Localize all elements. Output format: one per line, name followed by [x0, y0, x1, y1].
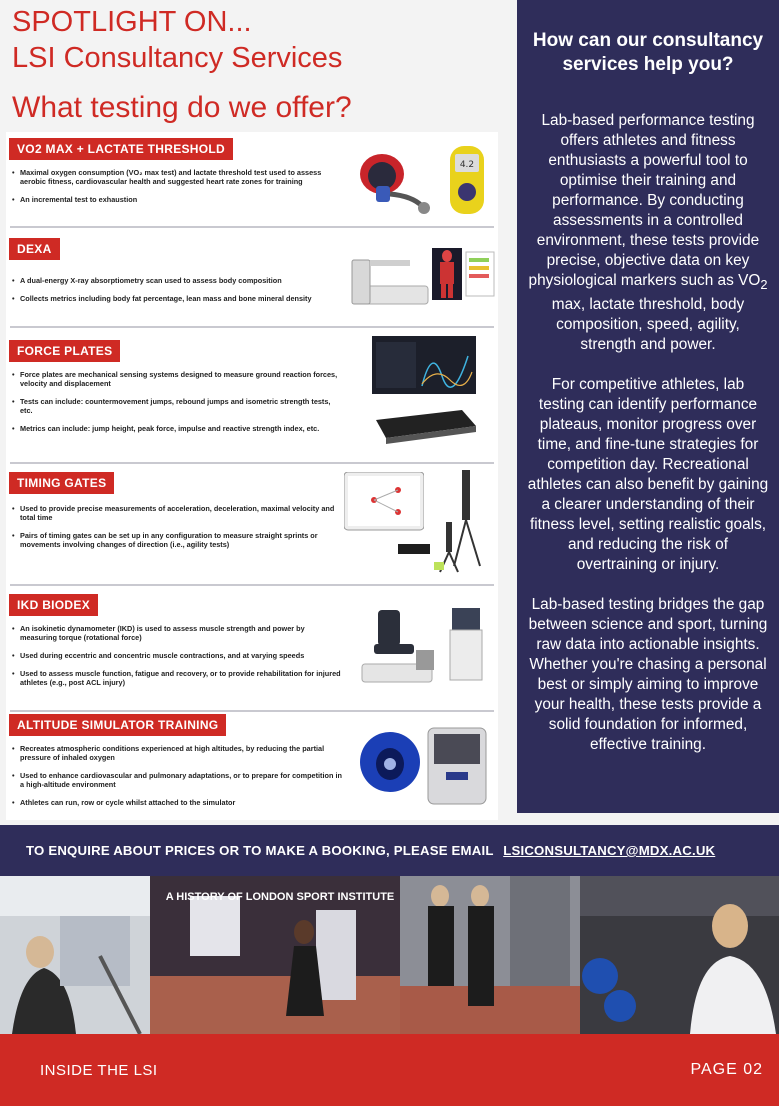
- dexa-scan-results-image: [432, 248, 496, 300]
- page-title: [12, 4, 342, 76]
- test-dexa: [6, 230, 498, 328]
- test-badge: TIMING GATES: [9, 472, 114, 494]
- test-bullet: • An isokinetic dynamometer (IKD) is used to assess muscle strength and power by measuring torque (rotational force): [12, 624, 342, 642]
- test-bullet: • Recreates atmospheric conditions experienced at high altitudes, by reducing the partial pressure of inhaled oxygen: [12, 744, 342, 762]
- test-list: [6, 132, 498, 820]
- divider: [10, 584, 494, 586]
- test-badge: ALTITUDE SIMULATOR TRAINING: [9, 714, 226, 736]
- title-line-1: SPOTLIGHT ON...: [12, 6, 252, 38]
- test-bullets: [12, 744, 342, 816]
- photo-strip: [0, 876, 779, 1034]
- test-badge: VO2 MAX + LACTATE THRESHOLD: [9, 138, 233, 160]
- test-bullet: • Pairs of timing gates can be set up in any configuration to measure straight sprints or movements involving changes of direction (i.e., agility tests): [12, 531, 342, 549]
- test-bullet: • Used to provide precise measurements of acceleration, deceleration, maximal velocity and total time: [12, 504, 342, 522]
- test-bullets: [12, 370, 342, 442]
- page-number: PAGE 02: [690, 1061, 763, 1078]
- para1-text: Lab-based performance testing offers athletes and fitness enthusiasts a powerful tool to optimise their training and performance. By conducting assessments in a controlled environment, these tests provide precise, objective data on key physiological markers such as VO: [528, 112, 761, 289]
- test-bullets: [12, 624, 342, 696]
- test-timing-gates: [6, 466, 498, 586]
- footer: [0, 1034, 779, 1106]
- test-badge: FORCE PLATES: [9, 340, 120, 362]
- gas-mask-image: [342, 146, 432, 216]
- test-altitude: [6, 714, 498, 820]
- panel-paragraph-3: Lab-based testing bridges the gap between science and sport, turning raw data into actionable insights. Whether you're chasing a personal best or simply aiming to improve your health, these tests provide a solid foundation for informed, effective training.: [528, 596, 768, 754]
- lab-photo-3: [400, 876, 580, 1034]
- panel-body: [517, 77, 779, 755]
- divider: [10, 326, 494, 328]
- lactate-analyser-image: [446, 142, 488, 218]
- lab-photo-4: [580, 876, 779, 1034]
- test-bullet: • Athletes can run, row or cycle whilst attached to the simulator: [12, 798, 342, 807]
- altitude-mask-image: [356, 728, 426, 798]
- email-link[interactable]: LSICONSULTANCY@MDX.AC.UK: [503, 843, 716, 858]
- test-bullet: • Collects metrics including body fat percentage, lean mass and bone mineral density: [12, 294, 342, 303]
- test-bullets: [12, 504, 342, 558]
- page-subtitle: What testing do we offer?: [12, 91, 352, 124]
- wall-sign: A HISTORY OF LONDON SPORT INSTITUTE: [165, 891, 395, 903]
- test-ikd-biodex: [6, 588, 498, 712]
- para1-text-end: max, lactate threshold, body composition, speed, agility, strength and power.: [551, 296, 745, 354]
- footer-section-title: INSIDE THE LSI: [40, 1062, 158, 1079]
- divider: [10, 462, 494, 464]
- test-bullet: • A dual-energy X-ray absorptiometry scan used to assess body composition: [12, 276, 342, 285]
- dexa-scanner-image: [350, 250, 430, 310]
- enquiry-bar: [0, 825, 779, 876]
- enquiry-text: TO ENQUIRE ABOUT PRICES OR TO MAKE A BOOKING, PLEASE EMAIL: [26, 843, 494, 858]
- title-line-2: LSI Consultancy Services: [12, 42, 343, 74]
- lab-photo-1: [0, 876, 150, 1034]
- test-bullet: • Maximal oxygen consumption (VO₂ max test) and lactate threshold test used to assess aerobic fitness, cardiovascular health and suggested heart rate zones for training: [12, 168, 342, 186]
- test-bullet: • Force plates are mechanical sensing systems designed to measure ground reaction forces, velocity and displacement: [12, 370, 342, 388]
- panel-paragraph-1: [527, 111, 769, 355]
- divider: [10, 226, 494, 228]
- panel-paragraph-2: For competitive athletes, lab testing can identify performance plateaus, monitor progress over time, and fine-tune strategies for competition day. Recreational athletes can also benefit by gaining a clearer understanding of their fitness level, setting realistic goals, and reducing the risk of overtraining or injury.: [527, 376, 769, 574]
- panel-heading: How can our consultancy services help you?: [532, 30, 764, 75]
- test-bullet: • Used during eccentric and concentric muscle contractions, and at varying speeds: [12, 651, 342, 660]
- timing-gates-image: [394, 466, 494, 576]
- biodex-machine-image: [358, 604, 488, 688]
- force-plate-software-image: [372, 336, 476, 394]
- altitude-generator-image: [424, 724, 490, 808]
- test-bullet: • An incremental test to exhaustion: [12, 195, 342, 204]
- test-bullets: [12, 168, 342, 213]
- test-bullet: • Metrics can include: jump height, peak force, impulse and reactive strength index, etc.: [12, 424, 342, 433]
- test-badge: DEXA: [9, 238, 60, 260]
- lab-photo-2: [150, 876, 400, 1034]
- test-bullet: • Used to enhance cardiovascular and pulmonary adaptations, or to prepare for competition in a high-altitude environment: [12, 771, 342, 789]
- lactate-reading: 4.2: [459, 160, 475, 170]
- test-force-plates: [6, 330, 498, 464]
- test-bullet: • Used to assess muscle function, fatigue and recovery, or to provide rehabilitation for injured athletes (e.g., post ACL injury): [12, 669, 342, 687]
- divider: [10, 710, 494, 712]
- para1-subscript: 2: [760, 277, 768, 293]
- test-bullet: • Tests can include: countermovement jumps, rebound jumps and isometric strength tests, etc.: [12, 397, 342, 415]
- test-bullets: [12, 276, 342, 312]
- consultancy-panel: [517, 0, 779, 813]
- test-vo2max: [6, 132, 498, 228]
- test-badge: IKD BIODEX: [9, 594, 98, 616]
- force-plates-image: [366, 406, 478, 446]
